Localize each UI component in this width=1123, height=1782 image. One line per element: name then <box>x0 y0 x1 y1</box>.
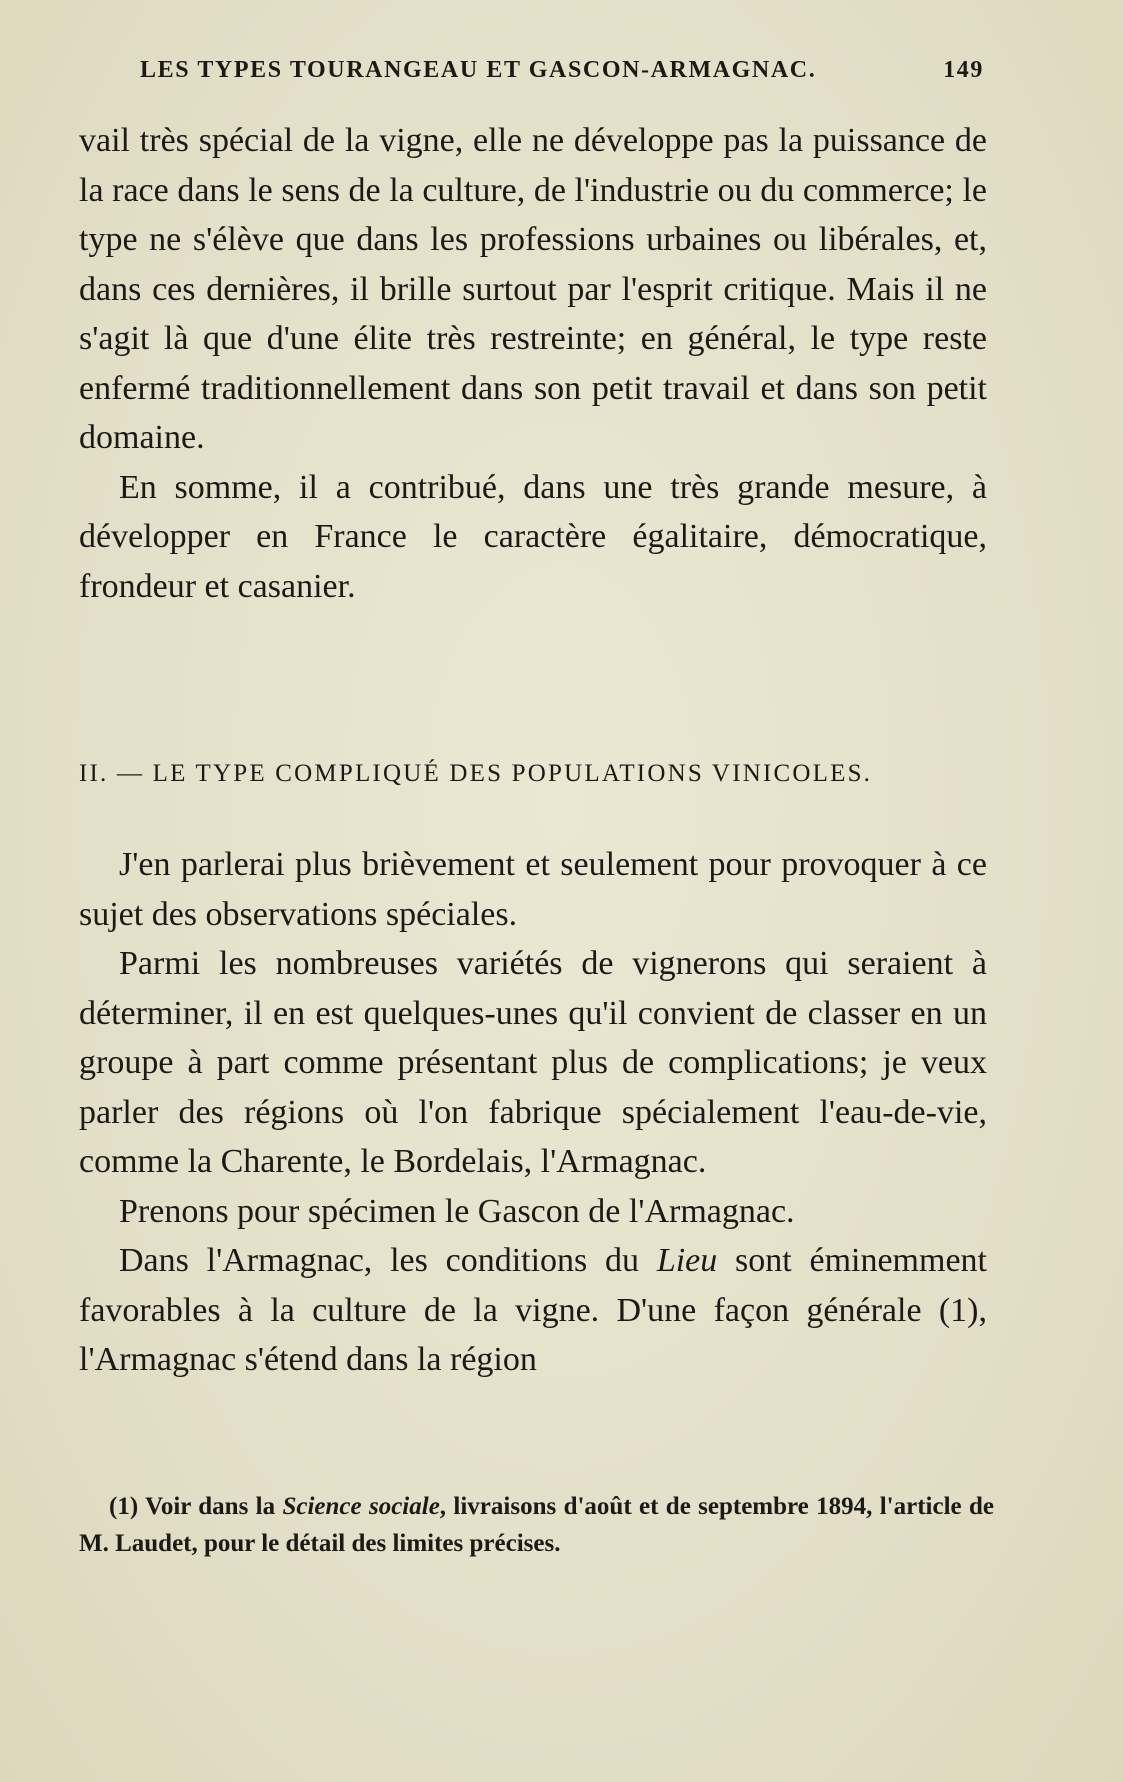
paragraph-prenons: Prenons pour spécimen le Gascon de l'Armagnac. <box>119 1192 795 1230</box>
paragraph-parmi: Parmi les nombreuses variétés de vignerons qui seraient à déterminer, il en est quelques-unes qu'il convient de classer en un groupe à part comme présentant plus de complications; je veux parler des régions où l'on fabrique spécialement l'eau-de-vie, comme la Charente, le Bordelais, l'Armagnac. <box>79 945 987 1180</box>
footnote-marker: (1) <box>109 1493 139 1520</box>
running-head-title: LES TYPES TOURANGEAU ET GASCON-ARMAGNAC. <box>140 57 817 83</box>
italic-lieu: Lieu <box>656 1242 718 1279</box>
paragraph-lieu-after: sont éminemment favorables à la culture de la vigne. D'une façon générale (1), l'Armagnac s'étend dans la région <box>79 1242 987 1378</box>
section-heading: II. — LE TYPE COMPLIQUÉ DES POPULATIONS VINICOLES. <box>79 760 873 787</box>
paragraph-en-somme: En somme, il a contribué, dans une très grande mesure, à développer en France le caractère égalitaire, démocratique, frondeur et casanier. <box>79 468 987 605</box>
footnote <box>79 1488 994 1562</box>
body-text-block-2 <box>79 840 987 1385</box>
paragraph-jen-parlerai: J'en parlerai plus brièvement et seulement pour provoquer à ce sujet des observations spéciales. <box>79 846 987 933</box>
page-number: 149 <box>943 57 984 83</box>
body-text-block-1 <box>79 116 987 611</box>
footnote-italic-title: Science sociale <box>282 1493 440 1520</box>
footnote-after: , livraisons d'août et de septembre 1894, l'article de M. Laudet, pour le détail des limites précises. <box>79 1493 994 1557</box>
running-head <box>140 52 984 88</box>
footnote-before: Voir dans la <box>138 1493 283 1520</box>
paragraph-continued: vail très spécial de la vigne, elle ne développe pas la puissance de la race dans le sens de la culture, de l'industrie ou du commerce; le type ne s'élève que dans les professions urbaines ou libérales, et, dans ces dernières, il brille surtout par l'esprit critique. Mais il ne s'agit là que d'une élite très restreinte; en général, le type reste enfermé traditionnellement dans son petit travail et dans son petit domaine. <box>79 122 987 456</box>
paragraph-dans-armagnac <box>79 1236 987 1385</box>
paragraph-lieu-before: Dans l'Armagnac, les conditions du <box>119 1242 657 1279</box>
